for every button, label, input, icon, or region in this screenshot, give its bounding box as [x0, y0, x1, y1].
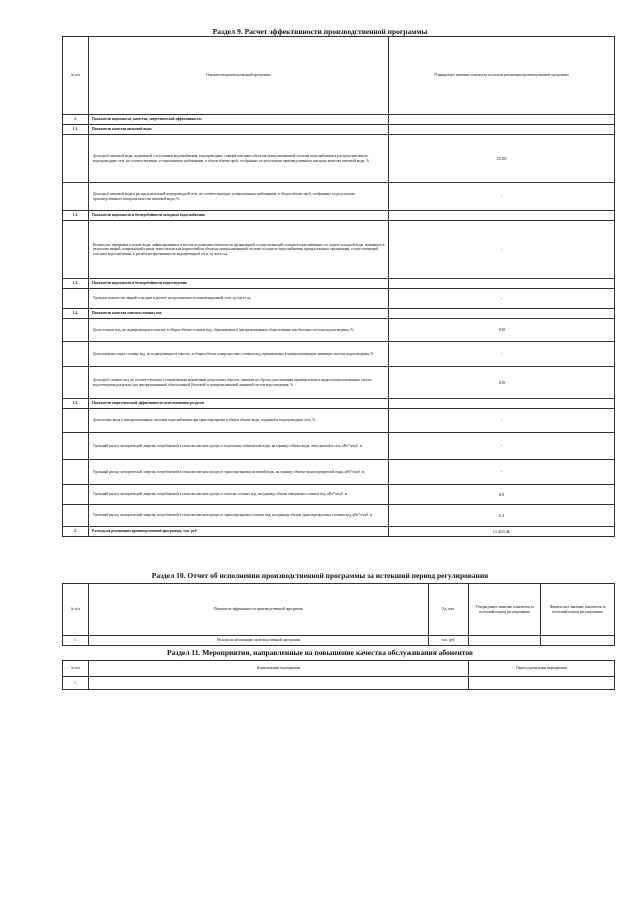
header-unit: Ед. изм.: [429, 584, 469, 636]
row-num: [63, 135, 89, 183]
row-value: -: [389, 460, 615, 485]
row-value: [389, 211, 615, 221]
row-value: [389, 125, 615, 135]
table-row: [63, 319, 615, 342]
row-text: Удельный расход электрической энергии, потребляемой в технологическом процессе очистки сточных вод, на единицу объема очищаемых сточных вод, кВт*ч/куб. м: [89, 485, 389, 505]
row-num: [63, 460, 89, 485]
row-text: Показатели надежности, качества, энергетической эффективности:: [89, 115, 389, 125]
row-value: 11 463,46: [389, 527, 615, 537]
row-text: Расходы на реализацию производственной программы: [89, 636, 429, 646]
table-row: [63, 485, 615, 505]
section9-title: Раздел 9. Расчет эффективности производственной программы: [212, 27, 428, 36]
row-text: Доля проб сточных вод, не соответствующих установленным нормативам допустимых сбросов, лимитам на сбросы, рассчитанная применительно к видам централизованных систем водоотведения раздельно для централизованной общесплавной (бытовой) и централизованной ливневой систем водоотведения, %: [89, 367, 389, 399]
row-value: [389, 399, 615, 409]
row-text: Удельный расход электрической энергии, потребляемой в технологическом процессе транспортировки сточных вод, на единицу объема транспортируемых сточных вод, кВт*ч/куб. м: [89, 505, 389, 527]
row-text: Удельное количество аварий и засоров в расчете на протяженность канализационной сети, ед./км в год: [89, 289, 389, 309]
table-row: [63, 221, 615, 279]
section11-table: [62, 660, 615, 690]
row-num: 1.: [63, 677, 89, 690]
row-num: 1.: [63, 115, 89, 125]
row-num: 1.1.: [63, 125, 89, 135]
section11-title: Раздел 11. Мероприятия, направленные на повышение качества обслуживания абонентов: [167, 648, 473, 657]
row-text: Показатели качества очистки сточных вод: [89, 309, 389, 319]
row-num: [63, 183, 89, 211]
row-num: 1.4.: [63, 309, 89, 319]
row-unit: тыс. руб.: [429, 636, 469, 646]
row-text: Количество перерывов в подаче воды, зафиксированных в местах исполнения обязательств организацией, осуществляющей холодное водоснабжение, по подаче холодной воды, возникших в результате аварий, повреждений и иных технологических нарушений на объектах централизованной системы холодного водоснабжения, принадлежащих организации, осуществляющей холодное водоснабжение, в расчете на протяженность водопроводной сети, ед./км в год: [89, 221, 389, 279]
row-value: -: [389, 409, 615, 433]
row-text: Показатели надежности и бесперебойности холодного водоснабжения: [89, 211, 389, 221]
group-row: [63, 399, 615, 409]
row-value: 100: [389, 367, 615, 399]
row-num: 1.2.: [63, 211, 89, 221]
header-name: Наименование мероприятия: [89, 661, 469, 677]
row-num: [63, 367, 89, 399]
group-row: [63, 115, 615, 125]
table-row: [63, 367, 615, 399]
row-text: Доля проб питьевой воды в распределительной водопроводной сети, не соответствующих установленным требованиям, в общем объеме проб, отобранных по результатам производственного контроля качества питьевой воды, %: [89, 183, 389, 211]
table-row: [63, 342, 615, 367]
table-row: [63, 505, 615, 527]
section9-table: [62, 36, 615, 537]
row-value: -: [389, 342, 615, 367]
row-value: 100: [389, 319, 615, 342]
row-text: Расходы на реализацию производственной программы, тыс. руб.: [89, 527, 389, 537]
header-num: № п/п: [63, 584, 89, 636]
row-num: [63, 342, 89, 367]
group-row: [63, 279, 615, 289]
row-value: [389, 309, 615, 319]
header-indicator: Показатели эффективности производственной программы: [89, 584, 429, 636]
row-value: -: [389, 433, 615, 460]
row-text: Показатели качества питьевой воды: [89, 125, 389, 135]
table-row: [63, 636, 615, 646]
table-row: [63, 677, 615, 690]
header-indicator: Показатели производственной программы: [89, 37, 389, 115]
row-value: -: [389, 221, 615, 279]
row-num: [63, 485, 89, 505]
group-row: [63, 211, 615, 221]
table-row: [63, 135, 615, 183]
group-row: [63, 309, 615, 319]
header-actual: Фактическое значение показателя за истекший период регулирования: [541, 584, 615, 636]
row-text: Удельный расход электрической энергии, потребляемой в технологическом процессе подготовки технической воды, на единицу объема воды, отпускаемой в сеть, кВт*ч/куб. м: [89, 433, 389, 460]
row-num: 1.5.: [63, 399, 89, 409]
row-name: [89, 677, 469, 690]
row-text: Доля проб питьевой воды, подаваемой с источников водоснабжения, водопроводных станций или иных объектов централизованной системы водоснабжения в распределительную водопроводную сеть, не соответствующих установленным требованиям, в общем объеме проб, отобранных по результатам производственного контроля качества питьевой воды, %: [89, 135, 389, 183]
section10-table: [62, 583, 615, 646]
row-text: Показатели надежности и бесперебойности водоотведения: [89, 279, 389, 289]
header-num: № п/п: [63, 37, 89, 115]
total-row: [63, 527, 615, 537]
section9-body: [63, 115, 615, 537]
header-num: № п/п: [63, 661, 89, 677]
row-value: -: [389, 289, 615, 309]
row-num: 1.: [63, 636, 89, 646]
table-row: [63, 183, 615, 211]
header-plan: Планируемое значение показателя по итогам реализации производственной программы: [389, 37, 615, 115]
row-value: 0,3: [389, 505, 615, 527]
row-value: 25,00: [389, 135, 615, 183]
row-text: Доля потерь воды в централизованных системах водоснабжения при транспортировке в общем объеме воды, поданной в водопроводную сеть, %: [89, 409, 389, 433]
row-text: Доля поверхностных сточных вод, не подвергающихся очистке, в общем объеме поверхностных сточных вод, принимаемых в централизованную ливневую систему водоотведения, %: [89, 342, 389, 367]
row-value: [389, 279, 615, 289]
table-row: [63, 289, 615, 309]
row-actual: [541, 636, 615, 646]
row-num: [63, 505, 89, 527]
row-value: -: [389, 183, 615, 211]
row-num: [63, 409, 89, 433]
section10-title: Раздел 10. Отчет об исполнении производственной программы за истекший период регулирования: [151, 571, 489, 580]
table-row: [63, 460, 615, 485]
row-text: Доля сточных вод, не подвергающихся очистке, в общем объеме сточных вод, сбрасываемых в централизованные общесплавные или бытовые системы водоотведения, %: [89, 319, 389, 342]
row-num: 1.3.: [63, 279, 89, 289]
header-approved: Утвержденное значение показателя за истекший период регулирования: [469, 584, 541, 636]
row-value: [389, 115, 615, 125]
row-value: 0,0: [389, 485, 615, 505]
row-approved: [469, 636, 541, 646]
group-row: [63, 125, 615, 135]
row-num: [63, 289, 89, 309]
header-period: Период проведения мероприятия: [469, 661, 615, 677]
row-num: [63, 433, 89, 460]
row-text: Показатели энергетической эффективности использования ресурсов: [89, 399, 389, 409]
row-num: [63, 221, 89, 279]
table-row: [63, 433, 615, 460]
row-num: 2.: [63, 527, 89, 537]
row-text: Удельный расход электрической энергии, потребляемой в технологическом процессе транспортировки питьевой воды, на единицу объема транспортируемой воды, кВт*ч/куб. м: [89, 460, 389, 485]
table-row: [63, 409, 615, 433]
row-period: [469, 677, 615, 690]
row-num: [63, 319, 89, 342]
